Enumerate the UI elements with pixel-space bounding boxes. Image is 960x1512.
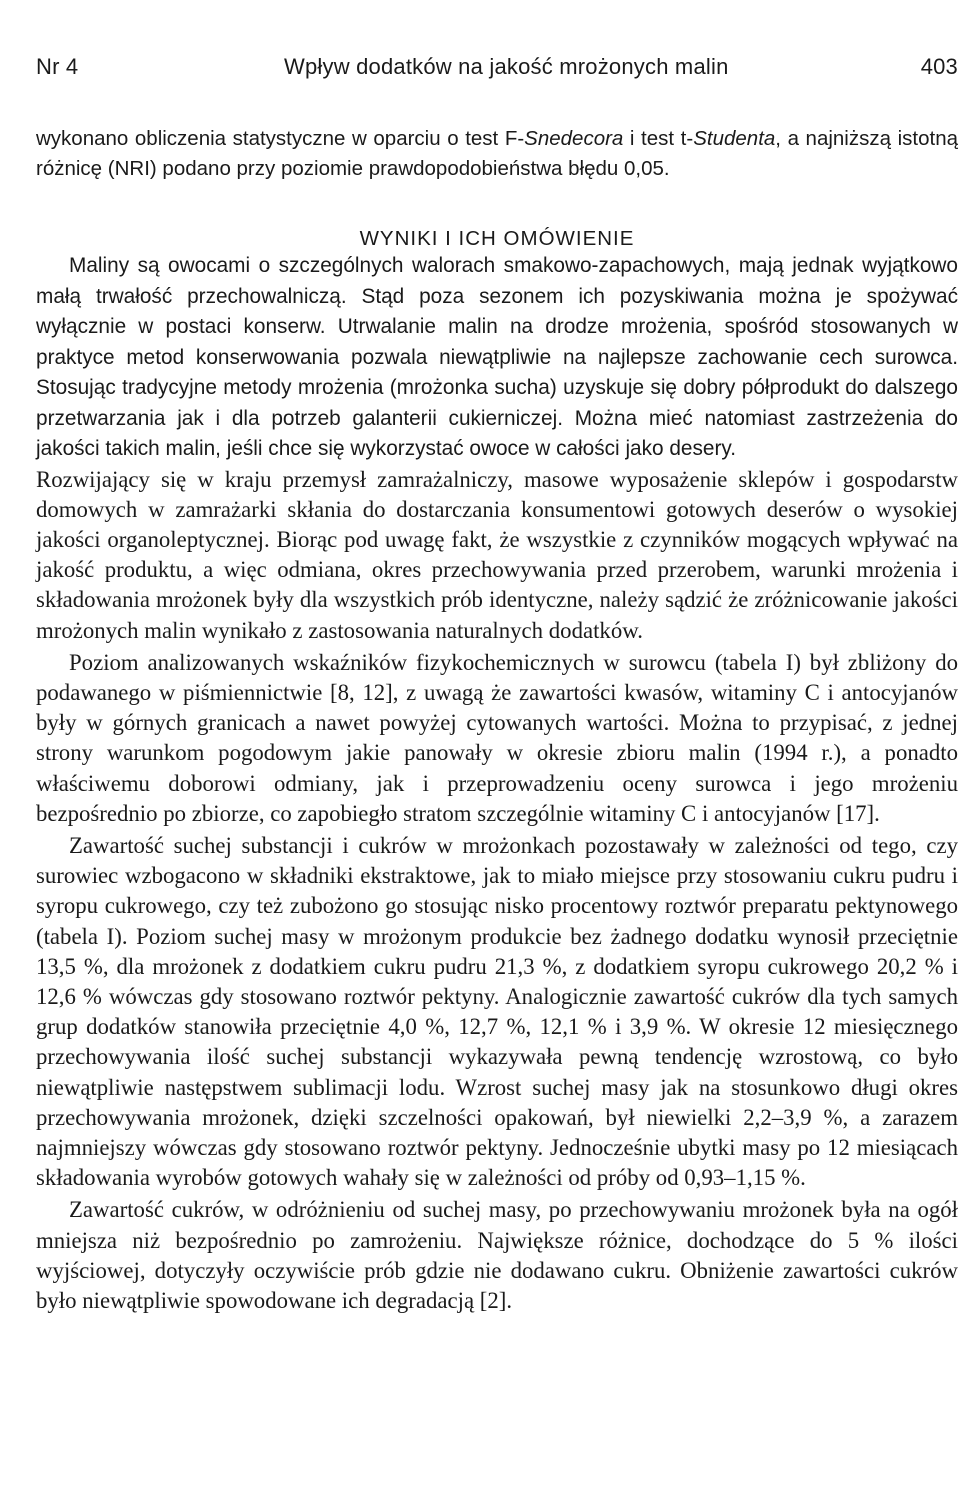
running-title: Wpływ dodatków na jakość mrożonych malin — [284, 54, 729, 79]
paragraph-2: Poziom analizowanych wskaźników fizykochemicznych w surowcu (tabela I) był zbliżony do podawanego w piśmiennictwie [8, 12], z uwagą że zawartości kwasów, witaminy C i antocyjanów były w górnych granicach a nawet powyżej cytowanych wartości. Można to przypisać, z jednej strony warunkom pogodowym jakie panowały w okresie zbioru malin (1994 r.), a ponadto właściwemu doborowi odmiany, jak i przeprowadzeniu oceny surowca i jego mrożeniu bezpośrednio po zbiorze, co zapobiegło stratom szczególnie witaminy C i antocyjanów [17]. — [36, 649, 958, 826]
snedecora-term: Snedecora — [524, 127, 624, 150]
intro-text-1: wykonano obliczenia statystyczne w oparciu o test F- — [36, 127, 525, 150]
paragraph-1-continued — [36, 465, 958, 646]
paragraph-1-sans: Maliny są owocami o szczególnych walorach smakowo-zapachowych, mają jednak wyjątkowo małą trwałość przechowalniczą. Stąd poza sezonem ich pozyskiwania można je spożywać wyłącznie w postaci konserw. Utrwalanie malin na drodze mrożenia, spośród stosowanych w praktyce metod konserwowania pozwala niewątpliwie na najlepsze zachowanie cech surowca. Stosując tradycyjne metody mrożenia (mrożonka sucha) uzyskuje się dobry półprodukt do dalszego przetwarzania jak i dla potrzeb galanterii cukierniczej. Można mieć natomiast zastrzeżenia do jakości takich malin, jeśli chce się wykorzystać owoce w całości jako desery. — [36, 254, 958, 460]
intro-text-2: i test t- — [623, 127, 694, 150]
running-header — [36, 46, 958, 82]
paragraph-1-serif: Rozwijający się w kraju przemysł zamrażalniczy, masowe wyposażenie sklepów i gospodarstw domowych w zamrażarki skłania do dostarczania konsumentowi gotowych deserów o wysokiej jakości organoleptycznej. Biorąc pod uwagę fakt, że wszystkie z czynników mogących wpływać na jakość produktu, a więc odmiana, okres przechowywania przed przerobem, warunki mrożenia i składowania mrożonek były dla wszystkich prób identyczne, należy sądzić że zróżnicowanie jakości mrożonych malin wynikało z zastosowania naturalnych dodatków. — [36, 466, 958, 643]
issue-number: Nr 4 — [36, 54, 79, 79]
paragraph-4: Zawartość cukrów, w odróżnieniu od suchej masy, po przechowywaniu mrożonek była na ogół mniejsza niż bezpośrednio po zamrożeniu. Największe różnice, dochodzące do 5 % ilości wyjściowej, dotyczyły oczywiście prób gdzie nie dodawano cukru. Obniżenie zawartości cukrów było niewątpliwie spowodowane ich degradacją [2]. — [36, 1197, 958, 1313]
intro-text-3: , a najniższą istotną różnicę (NRI) podano przy poziomie prawdopodobieństwa błędu 0,05. — [36, 127, 958, 180]
paragraph-1 — [36, 251, 958, 465]
paragraph-3: Zawartość suchej substancji i cukrów w mrożonkach pozostawały w zależności od tego, czy surowiec wzbogacono w składniki ekstraktowe, jak to miało miejsce przy stosowaniu cukru pudru i syropu cukrowego, czy też zubożono go stosując nisko procentowy roztwór preparatu pektynowego (tabela I). Poziom suchej masy w mrożonym produkcie bez żadnego dodatku wynosił przeciętnie 13,5 %, dla mrożonek z dodatkiem cukru pudru 21,3 %, z dodatkiem syropu cukrowego 20,2 % i 12,6 % wówczas gdy stosowano roztwór pektyny. Analogicznie zawartość cukrów dla tych samych grup dodatków stanowiła przeciętnie 4,0 %, 12,7 %, 12,1 % i 3,9 %. W okresie 12 miesięcznego przechowywania ilość suchej substancji wykazywała pewną tendencję wzrostową, co było niewątpliwie następstwem sublimacji lodu. Wzrost suchej masy jak na stosunkowo długi okres przechowywania mrożonek, dzięki szczelności opakowań, był niewielki 2,2–3,9 %, a zarazem najmniejszy wówczas gdy stosowano roztwór pektyny. Jednocześnie ubytki masy po 12 miesiącach składowania wyrobów gotowych wahały się w zależności od próby od 0,93–1,15 %. — [36, 832, 958, 1191]
studenta-term: Studenta — [693, 127, 776, 150]
page-number: 403 — [920, 54, 958, 79]
document-page — [36, 46, 958, 1316]
intro-paragraph — [36, 124, 958, 184]
section-heading: WYNIKI I ICH OMÓWIENIE — [359, 227, 635, 250]
